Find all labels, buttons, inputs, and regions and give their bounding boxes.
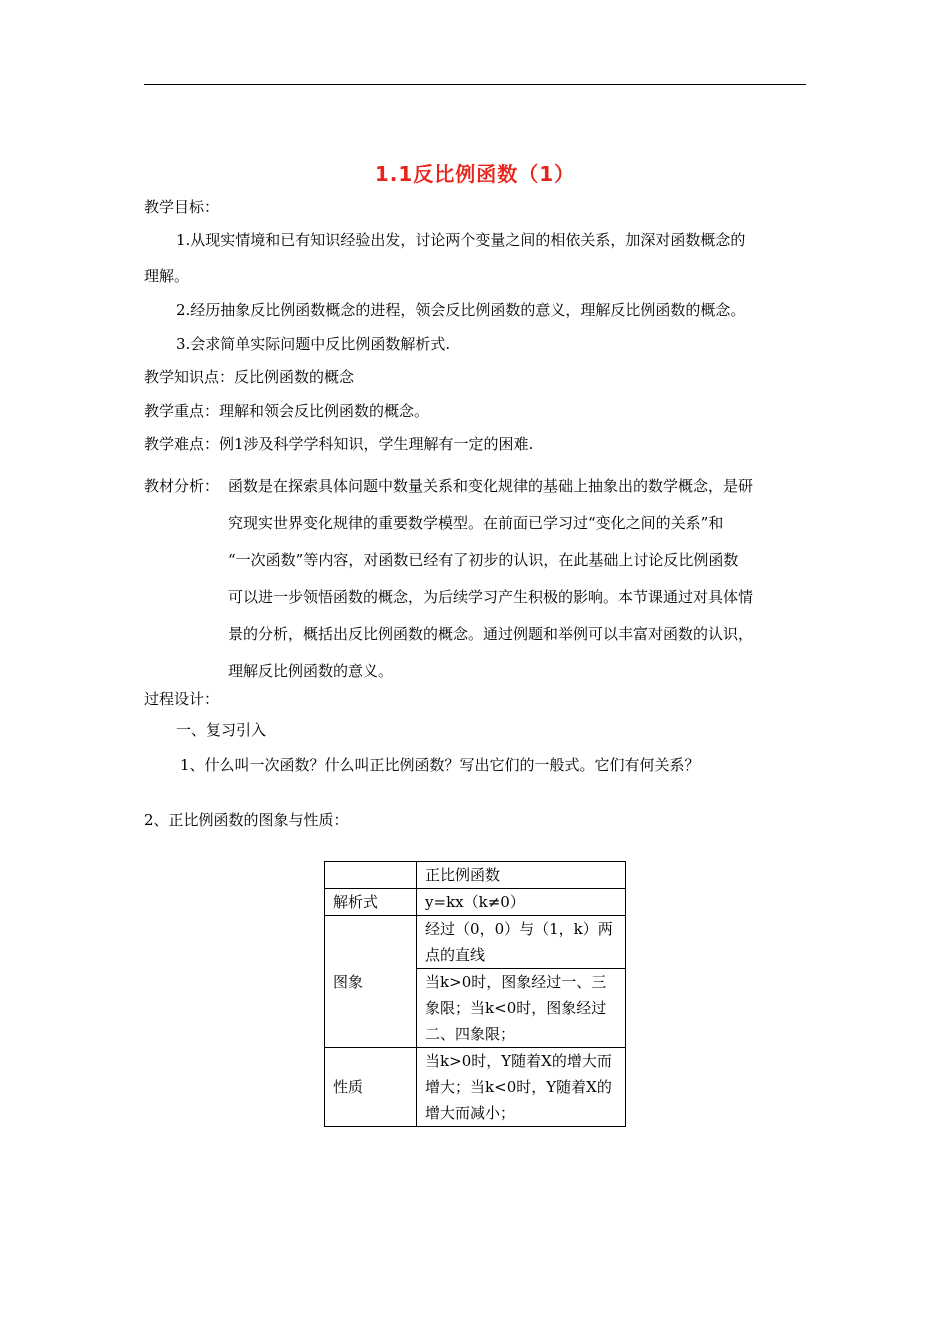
- table-cell-empty: [325, 862, 417, 889]
- analysis-line: 究现实世界变化规律的重要数学模型。在前面已学习过“变化之间的关系”和: [228, 514, 724, 532]
- table-label-property: 性质: [325, 1048, 417, 1127]
- question-2: 2、正比例函数的图象与性质：: [144, 811, 349, 829]
- objectives-heading: 教学目标：: [144, 198, 220, 216]
- table-row: [325, 916, 626, 969]
- table-value-property: 当k>0时，Y随着X的增大而增大；当k<0时，Y随着X的增大而减小；: [417, 1048, 626, 1127]
- analysis-line: “一次函数”等内容，对函数已经有了初步的认识，在此基础上讨论反比例函数: [228, 551, 739, 569]
- analysis-line: 可以进一步领悟函数的概念，为后续学习产生积极的影响。本节课通过对具体情: [228, 588, 754, 606]
- header-rule: [144, 84, 806, 85]
- table-value-graph-b: 当k>0时，图象经过一、三象限；当k<0时，图象经过二、四象限；: [417, 969, 626, 1048]
- analysis-label: 教材分析：: [144, 477, 220, 495]
- objective-2: 2.经历抽象反比例函数概念的进程，领会反比例函数的意义，理解反比例函数的概念。: [176, 301, 746, 319]
- question-1: 1、什么叫一次函数？什么叫正比例函数？写出它们的一般式。它们有何关系？: [180, 756, 700, 774]
- table-label-graph: 图象: [325, 916, 417, 1048]
- table-row: [325, 889, 626, 916]
- knowledge-point: 教学知识点：反比例函数的概念: [144, 368, 355, 386]
- objective-3: 3.会求简单实际问题中反比例函数解析式.: [176, 335, 451, 353]
- analysis-line: 景的分析，概括出反比例函数的概念。通过例题和举例可以丰富对函数的认识，: [228, 625, 754, 643]
- objective-1-line-2: 理解。: [144, 267, 190, 285]
- analysis-line: 函数是在探索具体问题中数量关系和变化规律的基础上抽象出的数学概念，是研: [228, 477, 754, 495]
- page-title: 1.1反比例函数（1）: [374, 162, 576, 186]
- table-label-formula: 解析式: [325, 889, 417, 916]
- table-value-graph-a: 经过（0，0）与（1，k）两点的直线: [417, 916, 626, 969]
- table-value-formula: y=kx（k≠0）: [417, 889, 626, 916]
- analysis-body: [228, 468, 808, 690]
- table-row: [325, 862, 626, 889]
- section-review: 一、复习引入: [176, 721, 267, 739]
- key-point: 教学重点：理解和领会反比例函数的概念。: [144, 402, 430, 420]
- difficulty: 教学难点：例1涉及科学学科知识，学生理解有一定的困难.: [144, 435, 534, 453]
- objective-1-line-1: 1.从现实情境和已有知识经验出发，讨论两个变量之间的相依关系，加深对函数概念的: [176, 231, 746, 249]
- table-header: 正比例函数: [417, 862, 626, 889]
- table-row: [325, 1048, 626, 1127]
- proportional-function-table: [324, 861, 626, 1127]
- analysis-line: 理解反比例函数的意义。: [228, 662, 394, 680]
- process-heading: 过程设计：: [144, 690, 220, 708]
